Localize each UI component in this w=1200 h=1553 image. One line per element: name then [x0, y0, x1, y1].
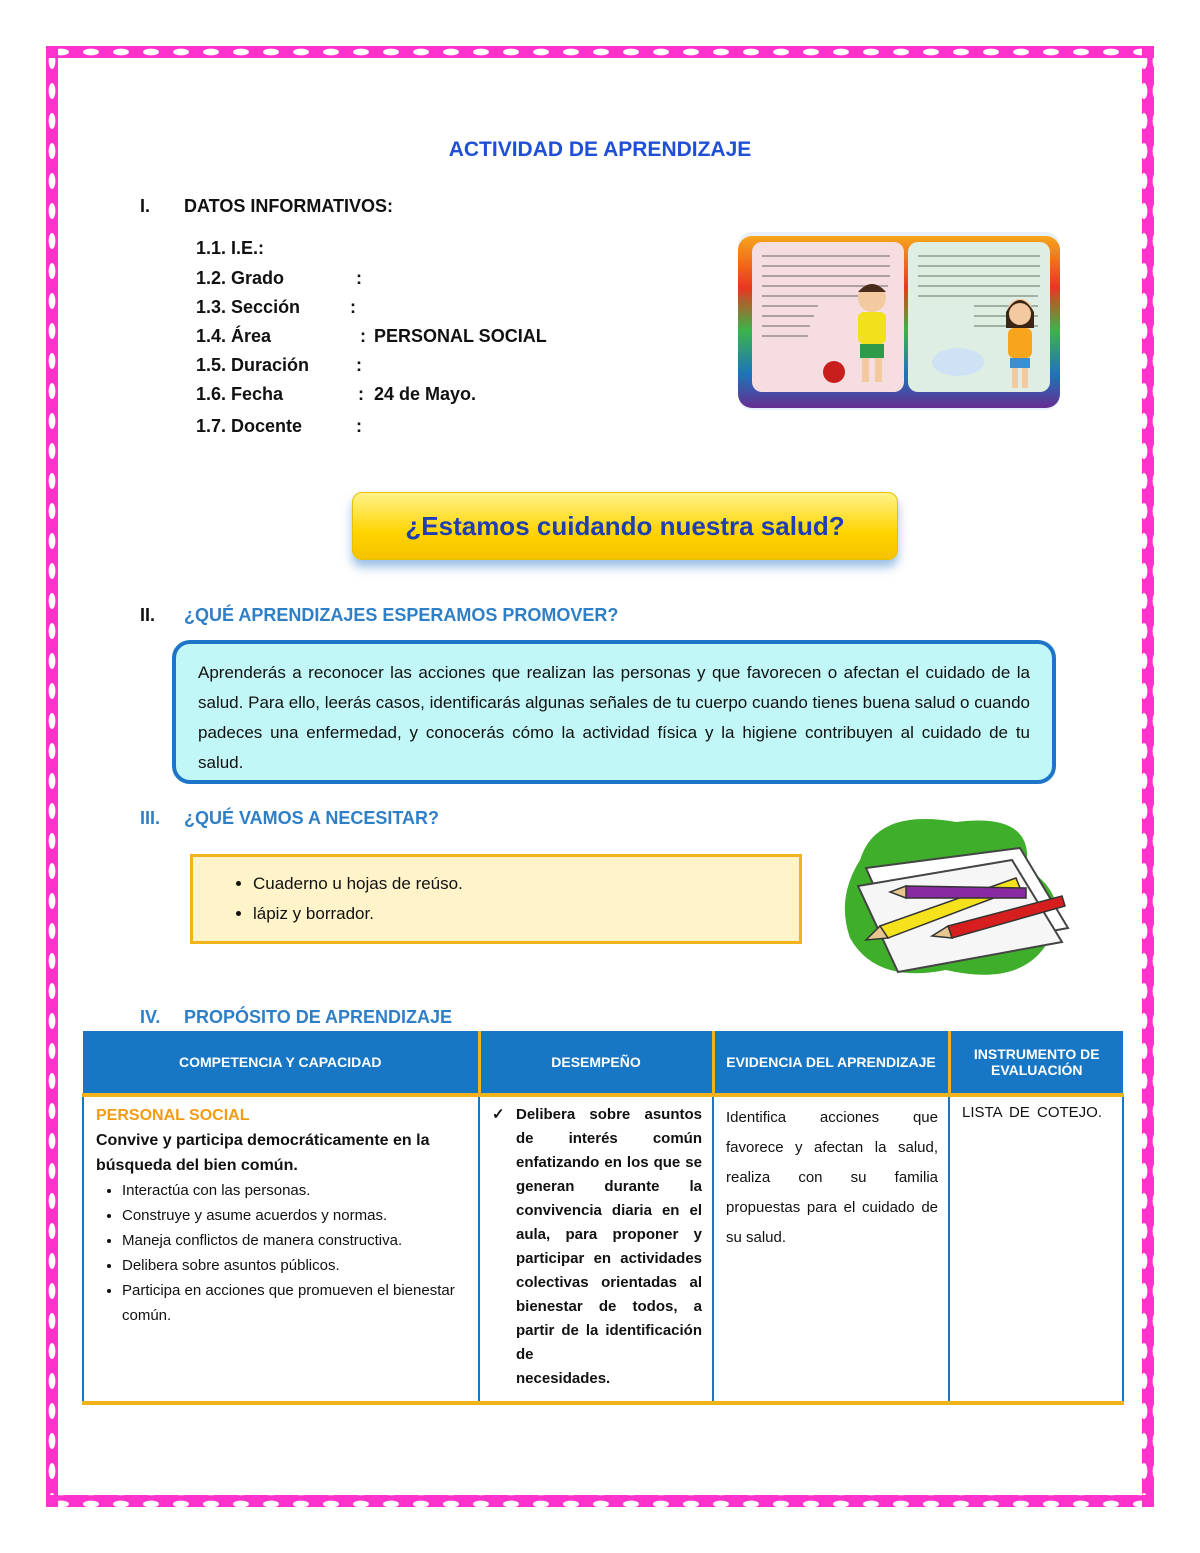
list-item: • Participa en acciones que promueven el bienestar común. [122, 1278, 468, 1328]
section-2-number: II. [140, 605, 156, 625]
info-label: 1.6. Fecha [196, 384, 284, 404]
section-4-number: IV. [140, 1007, 161, 1027]
info-value-fecha: 24 de Mayo. [374, 384, 477, 404]
purpose-table [82, 1031, 1124, 1405]
cell-desempeno [479, 1095, 713, 1403]
section-1-number: I. [140, 196, 151, 216]
section-2-heading [140, 605, 618, 626]
info-row-grado [196, 264, 362, 292]
info-row-area [196, 322, 547, 350]
header-evidencia: EVIDENCIA DEL APRENDIZAJE [713, 1031, 949, 1095]
list-item: • lápiz y borrador. [253, 899, 799, 929]
materials-box [190, 854, 802, 944]
page-title: ACTIVIDAD DE APRENDIZAJE [448, 138, 752, 161]
cell-evidencia: Identifica acciones que favorece y afectan la salud, realiza con su familia propuestas para el cuidado de su salud. [713, 1095, 949, 1403]
story-illustration [738, 232, 1060, 410]
info-label: 1.4. Área [196, 326, 272, 346]
desempeno-text [516, 1103, 702, 1391]
list-item: • Construye y asume acuerdos y normas. [122, 1203, 468, 1228]
info-separator: : [360, 326, 366, 346]
list-item: • Cuaderno u hojas de reúso. [253, 869, 799, 899]
area-label: PERSONAL SOCIAL [96, 1107, 250, 1124]
info-label: 1.3. Sección [196, 297, 301, 317]
info-separator: : [356, 416, 362, 436]
competencia-text: Convive y participa democráticamente en la búsqueda del bien común. [96, 1132, 430, 1174]
table-row [83, 1095, 1123, 1403]
info-separator: : [358, 384, 364, 404]
section-3-heading [140, 808, 439, 829]
section-3-title: ¿QUÉ VAMOS A NECESITAR? [184, 808, 440, 828]
section-1-title: DATOS INFORMATIVOS: [184, 196, 393, 216]
list-item: • Maneja conflictos de manera constructiva. [122, 1228, 468, 1253]
instrumento-text: LISTA DE COTEJO. [962, 1104, 1102, 1121]
cell-competencia [83, 1095, 479, 1403]
desempeno-end: necesidades. [516, 1370, 611, 1387]
info-value-area: PERSONAL SOCIAL [374, 326, 547, 346]
section-4-heading [140, 1007, 452, 1028]
info-label: 1.1. I.E.: [196, 238, 265, 258]
desempeno-body: Delibera sobre asuntos de interés común enfatizando en los que se generan durante la convivencia diaria en el aula, para proponer y participar en actividades colectivas orientadas al bienestar de todos, a partir de la identificación de [516, 1106, 702, 1363]
info-separator: : [356, 355, 362, 375]
info-label: 1.7. Docente [196, 416, 303, 436]
section-1-heading [140, 196, 393, 217]
cell-instrumento [949, 1095, 1123, 1403]
info-separator: : [350, 297, 356, 317]
table-header-row [83, 1031, 1123, 1095]
capacidades-list [96, 1178, 468, 1328]
info-row-duracion [196, 351, 362, 379]
info-row-ie [196, 234, 264, 262]
list-item: • Delibera sobre asuntos públicos. [122, 1253, 468, 1278]
activity-title-banner: ¿Estamos cuidando nuestra salud? [352, 492, 898, 560]
info-row-seccion [196, 293, 356, 321]
materials-list [225, 869, 799, 929]
info-label: 1.2. Grado [196, 268, 285, 288]
header-competencia: COMPETENCIA Y CAPACIDAD [83, 1031, 479, 1095]
section-3-number: III. [140, 808, 161, 828]
header-instrumento: INSTRUMENTO DE EVALUACIÓN [949, 1031, 1123, 1095]
info-label: 1.5. Duración [196, 355, 310, 375]
info-row-docente [196, 412, 362, 440]
learning-description-box [172, 640, 1056, 784]
pencils-clipart [836, 808, 1082, 986]
section-4-title: PROPÓSITO DE APRENDIZAJE [184, 1007, 453, 1027]
check-icon: ✓ [492, 1106, 505, 1123]
info-row-fecha [196, 380, 477, 408]
header-desempeno: DESEMPEÑO [479, 1031, 713, 1095]
learning-description-text: Aprenderás a reconocer las acciones que realizan las personas y que favorecen o afectan el cuidado de la salud. Para ello, leerás casos, identificarás algunas señales de tu cuerpo cuando tienes buena salud o cuando padeces una enfermedad, y conocerás cómo la actividad física y la higiene contribuyen al cuidado de tu salud. [198, 663, 1030, 772]
info-separator: : [356, 268, 362, 288]
section-2-title: ¿QUÉ APRENDIZAJES ESPERAMOS PROMOVER? [184, 605, 619, 625]
list-item: • Interactúa con las personas. [122, 1178, 468, 1203]
